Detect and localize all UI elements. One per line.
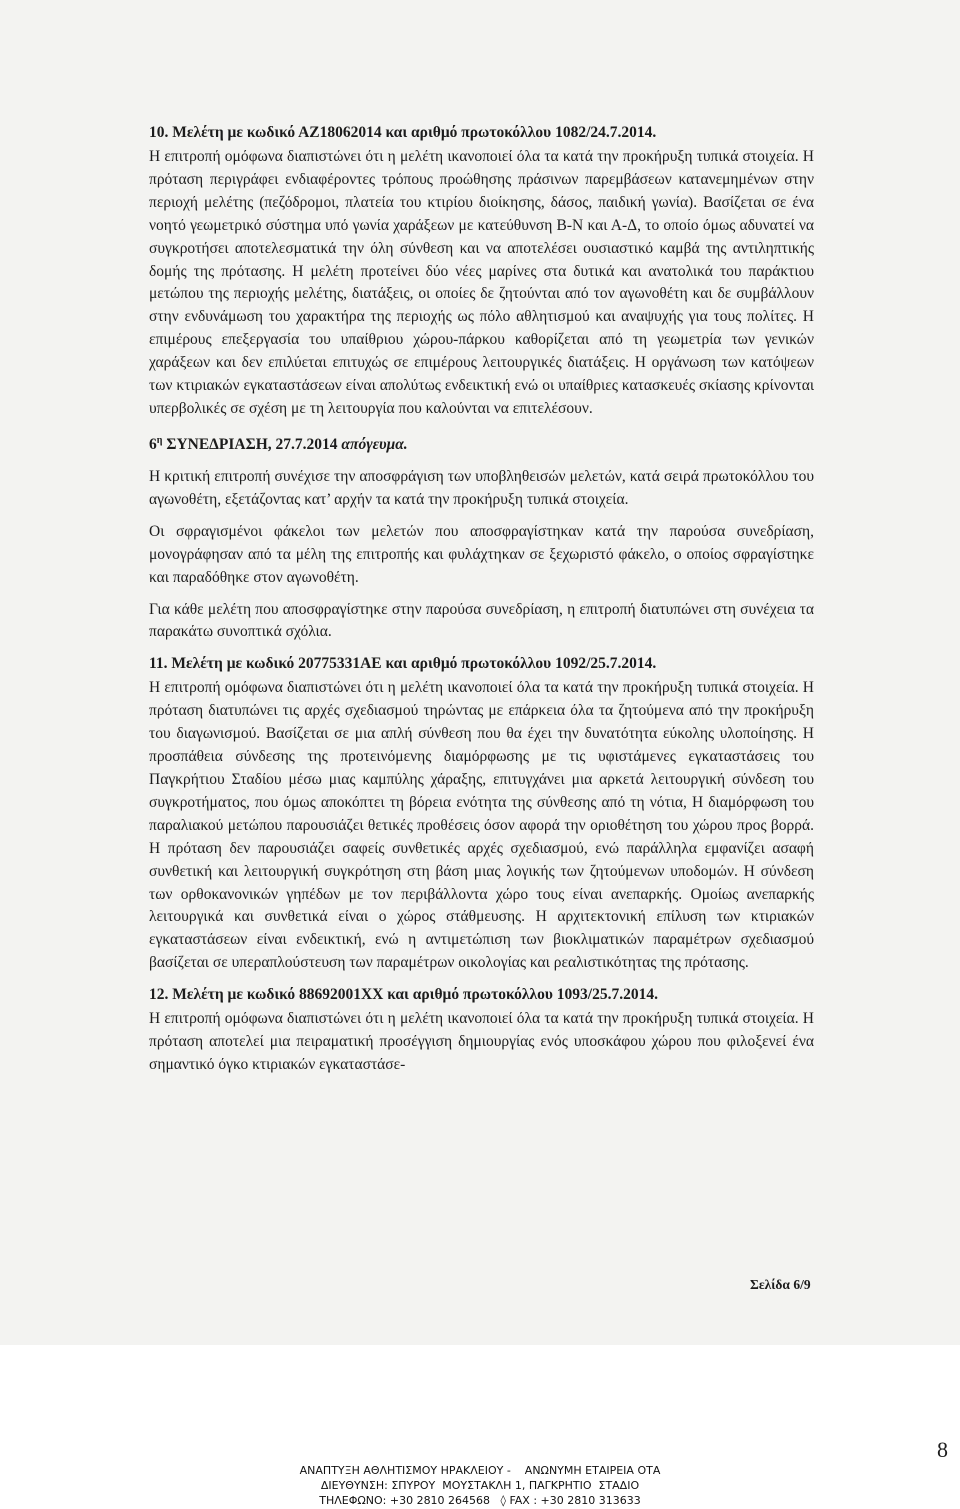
session-time: απόγευμα. xyxy=(341,436,408,454)
session-heading xyxy=(149,430,814,456)
section-10-paragraph: Η επιτροπή ομόφωνα διαπιστώνει ότι η μελέτη ικανοποιεί όλα τα κατά την προκήρυξη τυπικά στοιχεία. Η πρόταση περιγράφει ενδιαφέροντες τρόπους προώθησης πράσινων παρεμβάσεων κατανεμημένων στην περιοχή μελέτης (πεζόδρομοι, πλατεία του κτιρίου διοίκησης, δάσος, παιδική γωνία). Βασίζεται σε ένα νοητό γεωμετρικό σύστημα υπό γωνία χαράξεων με κατεύθυνση Β-Ν και Α-Δ, το οποίο όμως αδυνατεί να συγκροτήσει αποτελεσματικά την όλη σύνθεση και να αποτελέσει ουσιαστικό καμβά της αντιληπτικής δομής της πρότασης. Η μελέτη προτείνει δύο νέες μαρίνες στα δυτικά και ανατολικά του παράκτιου μετώπου της περιοχής μελέτης, διατάξεις, οι οποίες δε ζητούνται από τον αγωνοθέτη και δε συμβάλλουν στην ενδυνάμωση του χαρακτήρα της περιοχής ως πόλο αθλητισμού και αναψυχής για τους πολίτες. Η επιμέρους επεξεργασία του υπαίθριου χώρου-πάρκου καθορίζεται από τη γεωμετρία των γενικών χαράξεων και δεν επιλύεται επιτυχώς σε επιμέρους λειτουργικές διατάξεις. Η οργάνωση των κατόψεων των κτιριακών εγκαταστάσεων είναι απολύτως ενδεικτική ενώ οι υπαίθριες κατασκευές σκίασης κρίνονται υπερβολικές σε σχέση με τη λειτουργία που καλούνται να επιτελέσουν. xyxy=(149,148,814,417)
session-number: 6 xyxy=(149,436,157,454)
session-paragraph-3: Για κάθε μελέτη που αποσφραγίστηκε στην παρούσα συνεδρίαση, η επιτροπή διατυπώνει στη συνέχεια τα παρακάτω συνοπτικά σχόλια. xyxy=(149,600,814,641)
margin-page-number: 8 xyxy=(937,1437,948,1462)
footer-company: ΑΝΑΠΤΥΞΗ ΑΘΛΗΤΙΣΜΟΥ ΗΡΑΚΛΕΙΟΥ - ΑΝΩΝΥΜΗ ΕΤΑΙΡΕΙΑ ΟΤΑ xyxy=(299,1464,661,1477)
section-heading-10: 10. Μελέτη με κωδικό ΑΖ18062014 και αριθμό πρωτοκόλλου 1082/24.7.2014. xyxy=(149,124,657,141)
session-paragraph-1: Η κριτική επιτροπή συνέχισε την αποσφράγιση των υποβληθεισών μελετών, κατά σειρά πρωτοκόλλου του αγωνοθέτη, εξετάζοντας κατ’ αρχήν τα κατά την προκήρυξη τυπικά στοιχεία. xyxy=(149,468,814,508)
footer-address: ΔΙΕΥΘΥΝΣΗ: ΣΠΥΡΟΥ ΜΟΥΣΤΑΚΛΗ 1, ΠΑΓΚΡΗΤΙΟ ΣΤΑΔΙΟ xyxy=(320,1479,640,1492)
page-label: Σελίδα 6/9 xyxy=(750,1277,811,1292)
footer-contact: ΤΗΛΕΦΩΝΟ: +30 2810 264568 ◊ FAX : +30 2810 313633 xyxy=(319,1494,641,1507)
section-12-paragraph: Η επιτροπή ομόφωνα διαπιστώνει ότι η μελέτη ικανοποιεί όλα τα κατά την προκήρυξη τυπικά στοιχεία. Η πρόταση αποτελεί μια πειραματική προσέγγιση δημιουργίας ενός υποσκάφου χώρου που φιλοξενεί ένα σημαντικό όγκο κτιριακών εγκαταστάσε- xyxy=(149,1010,814,1073)
section-11-paragraph: Η επιτροπή ομόφωνα διαπιστώνει ότι η μελέτη ικανοποιεί όλα τα κατά την προκήρυξη τυπικά στοιχεία. Η πρόταση διατυπώνει τις αρχές σχεδιασμού τηρώντας με επάρκεια όλα τα ζητούμενα από την προκήρυξη του διαγωνισμού. Βασίζεται σε μια απλή σύνθεση που θα έχει την δυνατότητα εύκολης υλοποίησης. Η προσπάθεια σύνδεσης της προτεινόμενης διαμόρφωσης με τις υφιστάμενες εγκαταστάσεις του Παγκρήτιου Σταδίου μέσω μιας καμπύλης χάραξης, επιτυγχάνει μια αρκετά λειτουργική σύνδεση του συγκροτήματος, που όμως αποκόπτει τη βόρεια ενότητα της σύνθεσης από τη νότια, Η διαμόρφωση του παραλιακού μετώπου παρουσιάζει θετικές προθέσεις όσον αφορά την οριοθέτηση του χώρου προς βορρά. Η πρόταση δεν παρουσιάζει σαφείς συνθετικές αρχές σχεδιασμού, ενώ παράλληλα εμφανίζει ασαφή συνθετική και λειτουργική συγκρότηση στη βάση μιας λογικής των ζητούμενων υποδομών. Η σύνδεση των ορθοκανονικών γηπέδων με τον περιβάλλοντα χώρο τους είναι ανεπαρκής. Ομοίως ανεπαρκής λειτουργικά και συνθετικά είναι ο χώρος στάθμευσης. Η αρχιτεκτονική επίλυση των κτιριακών εγκαταστάσεων είναι ενδεικτική, ενώ η αντιμετώπιση των βιοκλιματικών παραμέτρων σχεδιασμού βασίζεται σε υπεραπλούστευση των παραμέτρων οικολογίας και ρεαλιστικότητας της πρότασης. xyxy=(149,679,814,972)
section-heading-11: 11. Μελέτη με κωδικό 20775331ΑΕ και αριθμό πρωτοκόλλου 1092/25.7.2014. xyxy=(149,655,657,673)
session-paragraph-2: Οι σφραγισμένοι φάκελοι των μελετών που αποσφραγίστηκαν κατά την παρούσα συνεδρίαση, μονογράφησαν από τα μέλη της επιτροπής και φυλάχτηκαν σε ξεχωριστό φάκελο, ο οποίος σφραγίστηκε και παραδόθηκε στον αγωνοθέτη. xyxy=(149,522,814,586)
session-number-suffix: η xyxy=(156,434,163,446)
letterhead-footer xyxy=(230,1463,730,1508)
section-heading-12: 12. Μελέτη με κωδικό 88692001ΧΧ και αριθμό πρωτοκόλλου 1093/25.7.2014. xyxy=(149,986,658,1004)
session-title: ΣΥΝΕΔΡΙΑΣΗ, 27.7.2014 xyxy=(162,436,342,454)
document-body xyxy=(149,122,814,1086)
